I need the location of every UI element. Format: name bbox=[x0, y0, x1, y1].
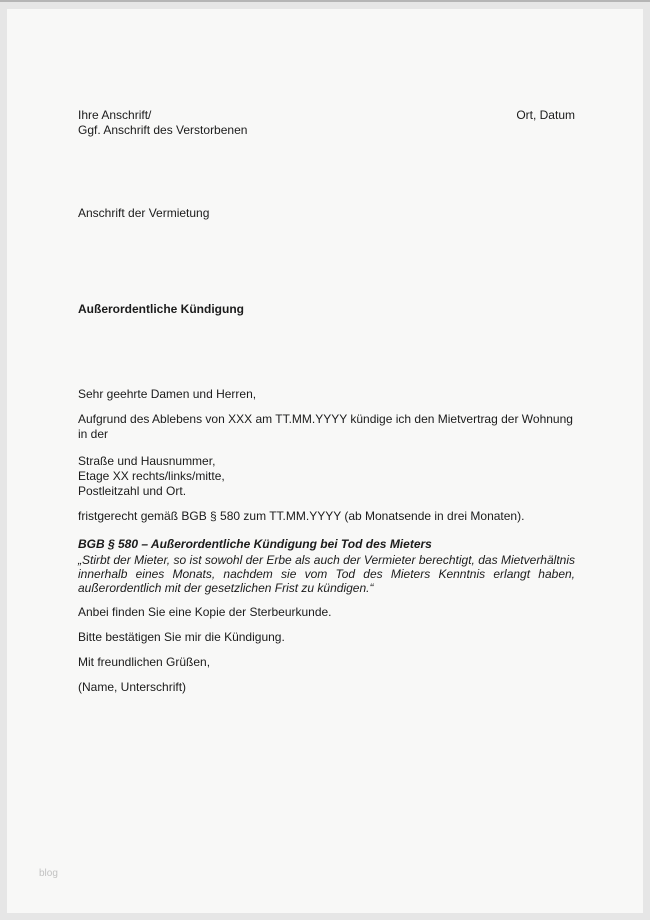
sender-address-block bbox=[78, 108, 247, 138]
paragraph-confirm-request: Bitte bestätigen Sie mir die Kündigung. bbox=[78, 630, 285, 644]
watermark-text: blog bbox=[39, 868, 58, 879]
law-citation-block bbox=[78, 537, 575, 595]
place-date: Ort, Datum bbox=[516, 108, 575, 122]
subject-line: Außerordentliche Kündigung bbox=[78, 302, 244, 316]
law-citation-title: BGB § 580 – Außerordentliche Kündigung bei Tod des Mieters bbox=[78, 537, 432, 551]
sender-line-1: Ihre Anschrift/ bbox=[78, 108, 152, 122]
sender-line-2: Ggf. Anschrift des Verstorbenen bbox=[78, 123, 248, 137]
recipient-address: Anschrift der Vermietung bbox=[78, 206, 210, 220]
salutation: Sehr geehrte Damen und Herren, bbox=[78, 387, 257, 401]
letter-header bbox=[78, 108, 575, 138]
paragraph-enclosure: Anbei finden Sie eine Kopie der Sterbeurkunde. bbox=[78, 605, 332, 619]
apartment-address-line-3: Postleitzahl und Ort. bbox=[78, 484, 187, 498]
apartment-address-line-1: Straße und Hausnummer, bbox=[78, 454, 216, 468]
apartment-address-block bbox=[78, 454, 575, 499]
letter-page bbox=[7, 9, 643, 913]
paragraph-deadline: fristgerecht gemäß BGB § 580 zum TT.MM.YYYY (ab Monatsende in drei Monaten). bbox=[78, 509, 525, 523]
law-citation-quote: „Stirbt der Mieter, so ist sowohl der Erbe als auch der Vermieter berechtigt, das Mietverhältnis innerhalb eines Monats, nachdem sie vom Tod des Mieters Kenntnis erlangt haben, außerordentlich mit der gesetzlichen Frist zu kündigen.“ bbox=[78, 553, 575, 595]
apartment-address-line-2: Etage XX rechts/links/mitte, bbox=[78, 469, 225, 483]
signature-placeholder: (Name, Unterschrift) bbox=[78, 680, 187, 694]
paragraph-intro: Aufgrund des Ablebens von XXX am TT.MM.YYYY kündige ich den Mietvertrag der Wohnung in der bbox=[78, 412, 573, 441]
closing-line: Mit freundlichen Grüßen, bbox=[78, 655, 211, 669]
